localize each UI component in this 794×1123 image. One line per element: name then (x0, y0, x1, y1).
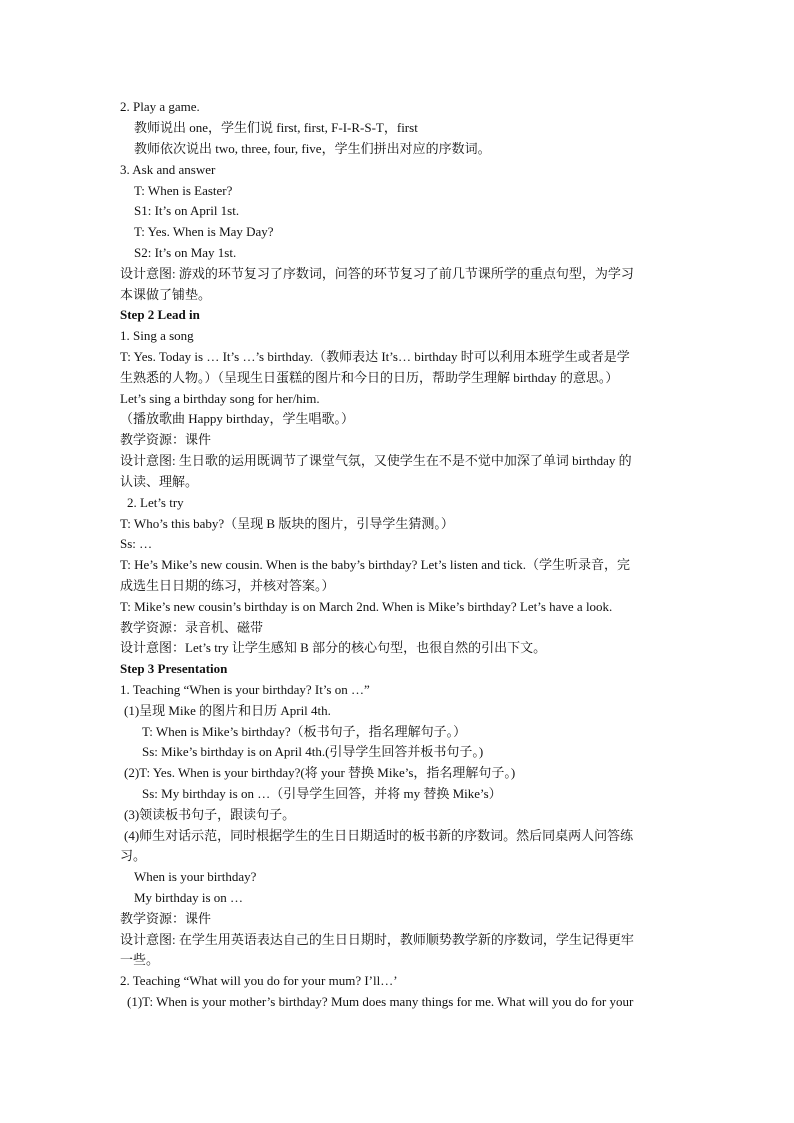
text-line: When is your birthday? (134, 869, 257, 884)
text-line: 习。 (120, 848, 147, 863)
text-line: 教学资源：录音机、磁带 (120, 620, 264, 635)
text-line: 2. Teaching “What will you do for your mum? I’ll…’ (120, 973, 398, 988)
text-line: 教学资源：课件 (120, 911, 212, 926)
text-line: Ss: Mike’s birthday is on April 4th.(引导学生回答并板书句子。) (142, 744, 484, 759)
text-line: (1)T: When is your mother’s birthday? Mum does many things for me. What will you do for your (127, 994, 634, 1009)
text-line: S2: It’s on May 1st. (134, 245, 237, 260)
text-line: 成选生日日期的练习，并核对答案。） (120, 578, 335, 593)
text-line: 2. Let’s try (127, 495, 184, 510)
text-line: 认读、理解。 (120, 474, 199, 489)
text-line: S1: It’s on April 1st. (134, 203, 240, 218)
text-line: 设计意图: 在学生用英语表达自己的生日日期时，教师顺势教学新的序数词，学生记得更牢 (120, 932, 634, 947)
text-line: (4)师生对话示范，同时根据学生的生日日期适时的板书新的序数词。然后同桌两人问答练 (124, 828, 634, 843)
text-line: T: He’s Mike’s new cousin. When is the baby’s birthday? Let’s listen and tick.（学生听录音，完 (120, 557, 631, 572)
text-line: 教学资源：课件 (120, 432, 212, 447)
text-line: 2. Play a game. (120, 99, 200, 114)
text-line: 3. Ask and answer (120, 162, 216, 177)
text-line: 设计意图: 游戏的环节复习了序数词，问答的环节复习了前几节课所学的重点句型，为学习 (120, 266, 634, 281)
text-line: 设计意图：Let’s try 让学生感知 B 部分的核心句型，也很自然的引出下文。 (120, 640, 547, 655)
text-line: My birthday is on … (134, 890, 244, 905)
text-line: 一些。 (120, 952, 160, 967)
section-heading: Step 2 Lead in (120, 307, 200, 322)
text-line: T: Who’s this baby?（呈现 B 版块的图片，引导学生猜测。） (120, 516, 454, 531)
text-line: T: Yes. Today is … It’s …’s birthday.（教师表达 It’s… birthday 时可以利用本班学生或者是学 (120, 349, 630, 364)
text-line: Let’s sing a birthday song for her/him. (120, 391, 320, 406)
section-heading: Step 3 Presentation (120, 661, 228, 676)
text-line: （播放歌曲 Happy birthday，学生唱歌。） (120, 411, 354, 426)
text-line: 1. Sing a song (120, 328, 194, 343)
text-line: 设计意图: 生日歌的运用既调节了课堂气氛，又使学生在不是不觉中加深了单词 birthday 的 (120, 453, 632, 468)
text-line: T: Mike’s new cousin’s birthday is on March 2nd. When is Mike’s birthday? Let’s have a look. (120, 599, 613, 614)
text-line: 教师依次说出 two, three, four, five，学生们拼出对应的序数词。 (134, 141, 491, 156)
text-line: Ss: … (120, 536, 153, 551)
text-line: T: When is Mike’s birthday?（板书句子，指名理解句子。） (142, 724, 467, 739)
text-line: (1)呈现 Mike 的图片和日历 April 4th. (124, 703, 331, 718)
text-line: 本课做了铺垫。 (120, 287, 212, 302)
text-line: 生熟悉的人物。）（呈现生日蛋糕的图片和今日的日历，帮助学生理解 birthday 的意思。） (120, 370, 619, 385)
text-line: (2)T: Yes. When is your birthday?(将 your 替换 Mike’s，指名理解句子。) (124, 765, 516, 780)
text-line: 1. Teaching “When is your birthday? It’s on …” (120, 682, 370, 697)
text-line: 教师说出 one，学生们说 first, first, F-I-R-S-T，first (134, 120, 418, 135)
text-line: (3)领读板书句子，跟读句子。 (124, 807, 296, 822)
text-line: Ss: My birthday is on …（引导学生回答，并将 my 替换 Mike’s） (142, 786, 502, 801)
text-line: T: When is Easter? (134, 183, 233, 198)
text-line: T: Yes. When is May Day? (134, 224, 274, 239)
